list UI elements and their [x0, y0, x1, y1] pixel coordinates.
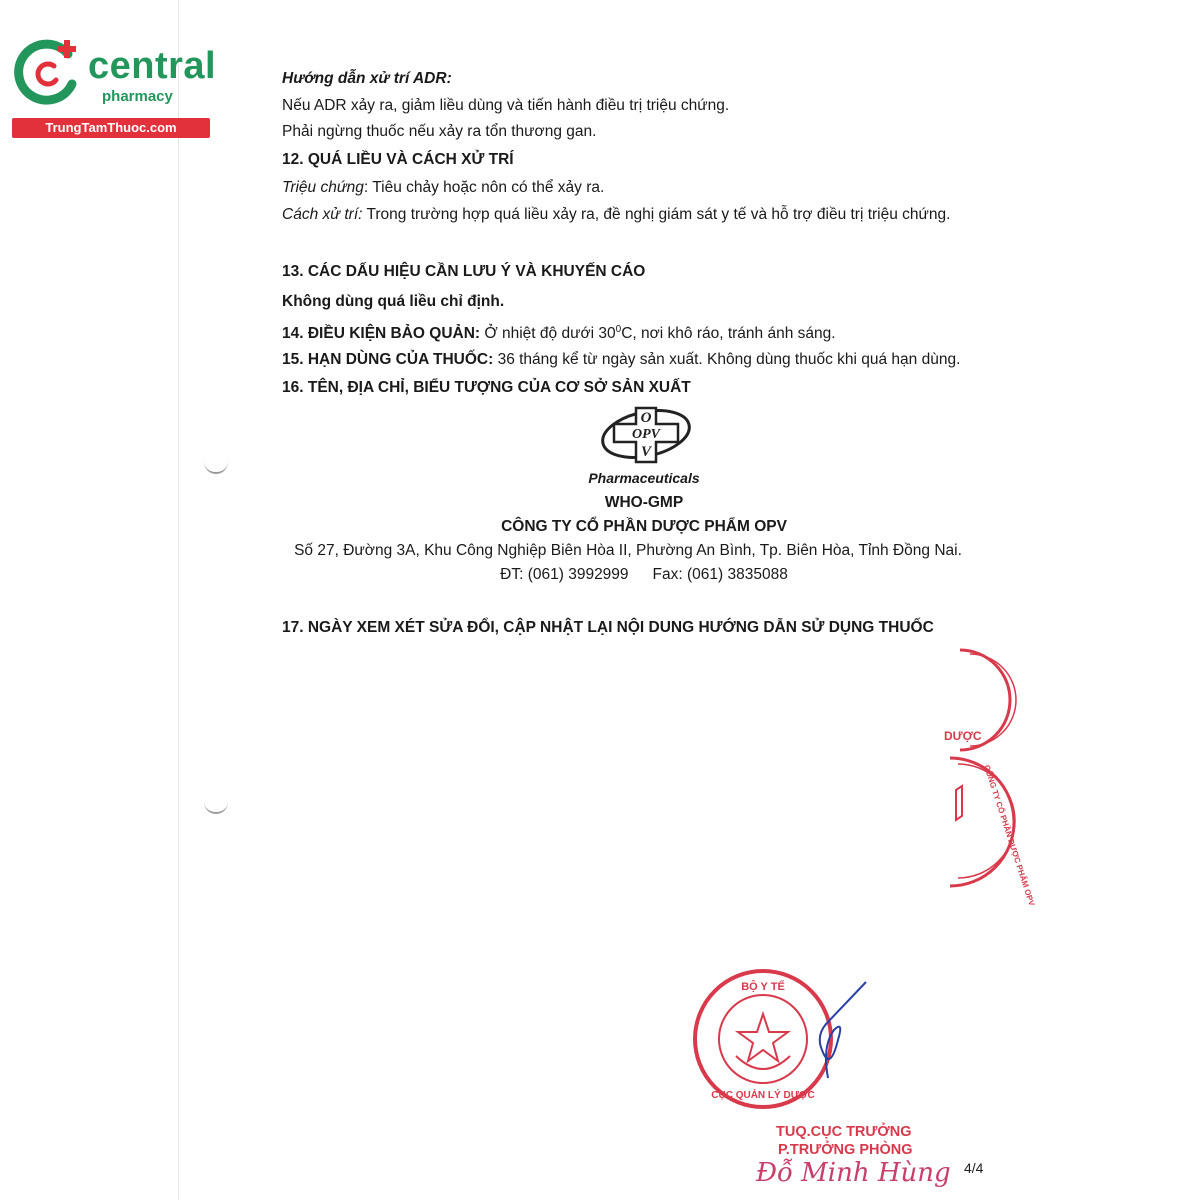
company-name: CÔNG TY CỔ PHẦN DƯỢC PHẨM OPV: [501, 518, 787, 535]
section-15-text: 36 tháng kể từ ngày sản xuất. Không dùng thuốc khi quá hạn dùng.: [493, 351, 961, 368]
section-13-heading: 13. CÁC DẤU HIỆU CẦN LƯU Ý VÀ KHUYẾN CÁO: [282, 263, 646, 280]
company-stamp: [940, 640, 1037, 907]
central-pharmacy-logo[interactable]: [10, 36, 215, 136]
company-fax: Fax: (061) 3835088: [652, 566, 788, 583]
section-13-text: Không dùng quá liều chỉ định.: [282, 293, 505, 310]
punch-hole-bottom: [204, 798, 228, 814]
logo-letter-mid: OPV: [632, 427, 660, 442]
section-16-heading: 16. TÊN, ĐỊA CHỈ, BIỂU TƯỢNG CỦA CƠ SỞ SẢN XUẤT: [282, 379, 691, 396]
company-address: Số 27, Đường 3A, Khu Công Nghiệp Biên Hòa II, Phường An Bình, Tp. Biên Hòa, Tỉnh Đồng Nai.: [294, 542, 962, 559]
page-edge: [178, 0, 179, 1200]
logo-letter-top: O: [640, 410, 652, 426]
section-12-heading: 12. QUÁ LIỀU VÀ CÁCH XỬ TRÍ: [282, 151, 514, 168]
opv-logo: [598, 404, 694, 466]
blue-signature: [808, 980, 878, 1090]
section-14-heading: 14. ĐIỀU KIỆN BẢO QUẢN:: [282, 325, 481, 343]
signature-title-2: P.TRƯỞNG PHÒNG: [778, 1142, 913, 1158]
degree-sup: 0: [615, 324, 622, 335]
pharmacy-logo-icon: [10, 36, 86, 112]
logo-caption: Pharmaceuticals: [588, 470, 700, 486]
adr-title: Hướng dẫn xử trí ADR:: [282, 70, 452, 87]
company-phone: ĐT: (061) 3992999: [500, 566, 629, 583]
logo-letter-bottom: V: [640, 444, 652, 460]
section-15-heading: 15. HẠN DÙNG CỦA THUỐC:: [282, 351, 494, 368]
signature-name: Đỗ Minh Hùng: [756, 1158, 951, 1188]
treatment-text: Trong trường hợp quá liều xảy ra, đề nghị giám sát y tế và hỗ trợ điều trị triệu chứng.: [362, 206, 951, 223]
signature-title-1: TUQ.CỤC TRƯỞNG: [776, 1124, 912, 1140]
company-stamp-ring: CÔNG TY CỔ PHẦN DƯỢC PHẨM OPV: [982, 763, 1037, 907]
symptom-text: : Tiêu chảy hoặc nôn có thể xảy ra.: [363, 179, 605, 196]
brand-url[interactable]: TrungTamThuoc.com: [12, 118, 210, 138]
who-gmp: WHO-GMP: [604, 494, 684, 511]
section-17-heading: 17. NGÀY XEM XÉT SỬA ĐỔI, CẬP NHẬT LẠI NỘI DUNG HƯỚNG DẪN SỬ DỤNG THUỐC: [282, 619, 934, 636]
brand-name: central: [88, 45, 217, 87]
section-14-text-after: C, nơi khô ráo, tránh ánh sáng.: [621, 325, 836, 343]
page-number: 4/4: [964, 1160, 984, 1176]
adr-line-1: Nếu ADR xảy ra, giảm liều dùng và tiến hành điều trị triệu chứng.: [282, 97, 730, 114]
section-14-text-before: Ở nhiệt độ dưới 30: [480, 325, 616, 343]
symptom-label: Triệu chứng: [282, 179, 364, 196]
section-14: [282, 320, 836, 344]
overdose-treatment: [282, 201, 982, 228]
overdose-symptom: [282, 178, 604, 198]
punch-hole-top: [204, 458, 228, 474]
company-contact: [432, 566, 856, 584]
ministry-stamp-top: BỘ Y TẾ: [741, 981, 785, 993]
company-stamp-arc: DƯỢC: [944, 729, 982, 743]
treatment-label: Cách xử trí:: [282, 206, 363, 223]
adr-line-2: Phải ngừng thuốc nếu xảy ra tổn thương gan.: [282, 123, 597, 140]
section-15: [282, 350, 960, 370]
brand-subtitle: pharmacy: [102, 88, 173, 105]
ministry-stamp-bottom: CỤC QUẢN LÝ DƯỢC: [711, 1090, 815, 1101]
